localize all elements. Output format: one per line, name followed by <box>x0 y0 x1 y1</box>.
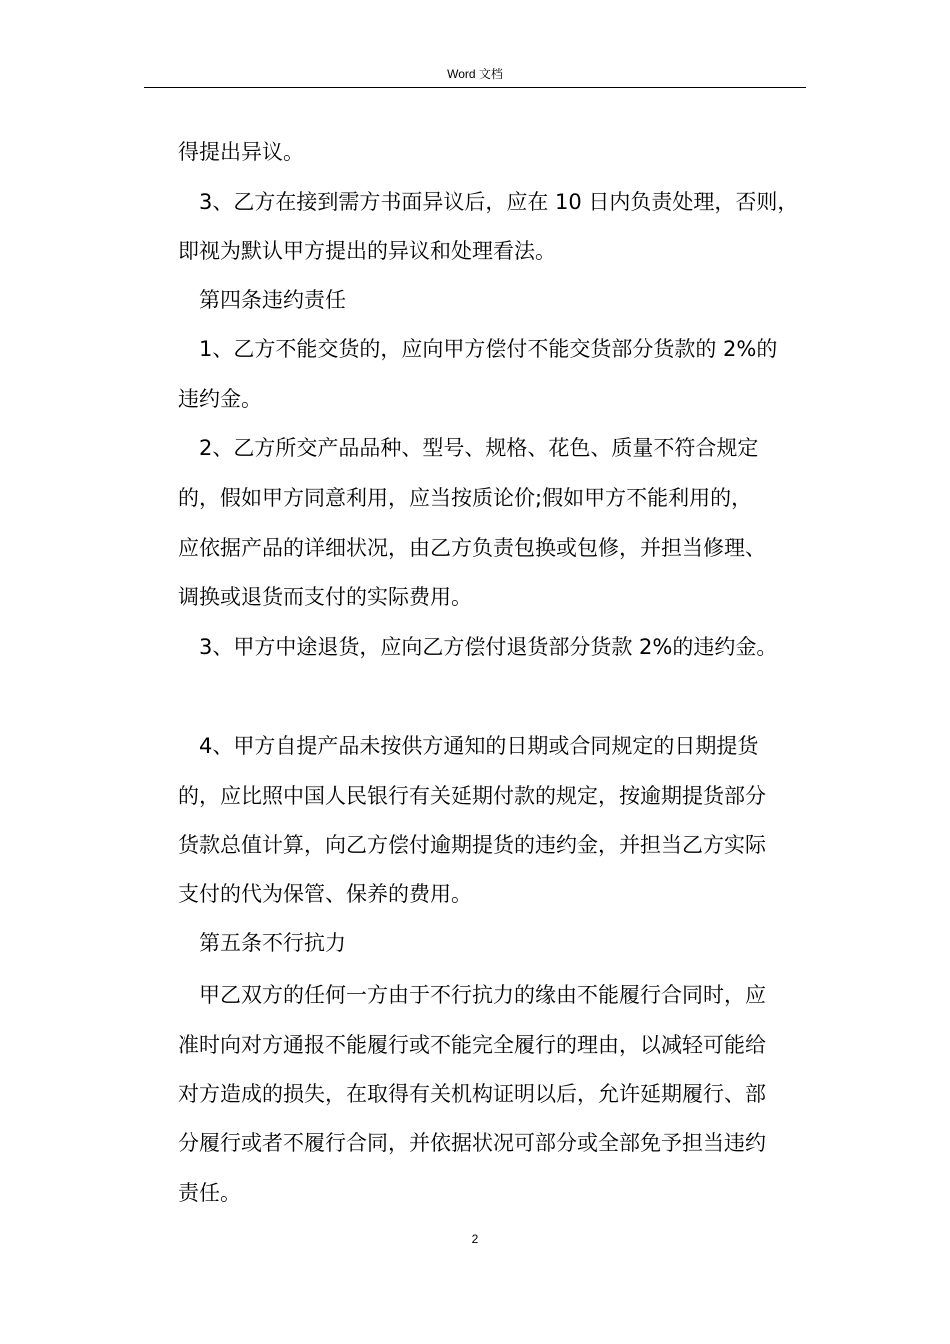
paragraph-line: 准时向对方通报不能履行或不能完全履行的理由，以减轻可能给 <box>178 1033 766 1057</box>
paragraph-line: 应依据产品的详细状况，由乙方负责包换或包修，并担当修理、 <box>178 536 766 560</box>
paragraph-line: 对方造成的损失，在取得有关机构证明以后，允许延期履行、部 <box>178 1082 766 1106</box>
paragraph-line: 的，应比照中国人民银行有关延期付款的规定，按逾期提货部分 <box>178 784 766 808</box>
paragraph-line: 调换或退货而支付的实际费用。 <box>178 585 472 609</box>
page-header: Word 文档 <box>447 67 503 81</box>
paragraph-line: 3、甲方中途退货，应向乙方偿付退货部分货款 2%的违约金。 <box>199 635 778 659</box>
paragraph-line: 违约金。 <box>178 387 262 411</box>
page-number: 2 <box>471 1232 479 1246</box>
section-heading: 第五条不行抗力 <box>199 931 346 955</box>
paragraph-line: 的，假如甲方同意利用，应当按质论价;假如甲方不能利用的， <box>178 486 753 510</box>
paragraph-line: 分履行或者不履行合同，并依据状况可部分或全部免予担当违约 <box>178 1131 766 1155</box>
paragraph-line: 2、乙方所交产品品种、型号、规格、花色、质量不符合规定 <box>199 436 759 460</box>
paragraph-line: 甲乙双方的任何一方由于不行抗力的缘由不能履行合同时，应 <box>199 983 766 1007</box>
paragraph-line: 即视为默认甲方提出的异议和处理看法。 <box>178 239 556 263</box>
header-divider <box>144 87 806 88</box>
paragraph-line: 货款总值计算，向乙方偿付逾期提货的违约金，并担当乙方实际 <box>178 833 766 857</box>
paragraph-line: 4、甲方自提产品未按供方通知的日期或合同规定的日期提货 <box>199 734 759 758</box>
section-heading: 第四条违约责任 <box>199 288 346 312</box>
paragraph-line: 支付的代为保管、保养的费用。 <box>178 882 472 906</box>
paragraph-line: 1、乙方不能交货的，应向甲方偿付不能交货部分货款的 2%的 <box>199 337 778 361</box>
paragraph-line: 3、乙方在接到需方书面异议后，应在 10 日内负责处理，否则， <box>199 190 799 214</box>
paragraph-line: 得提出异议。 <box>178 140 304 164</box>
paragraph-line: 责任。 <box>178 1181 241 1205</box>
